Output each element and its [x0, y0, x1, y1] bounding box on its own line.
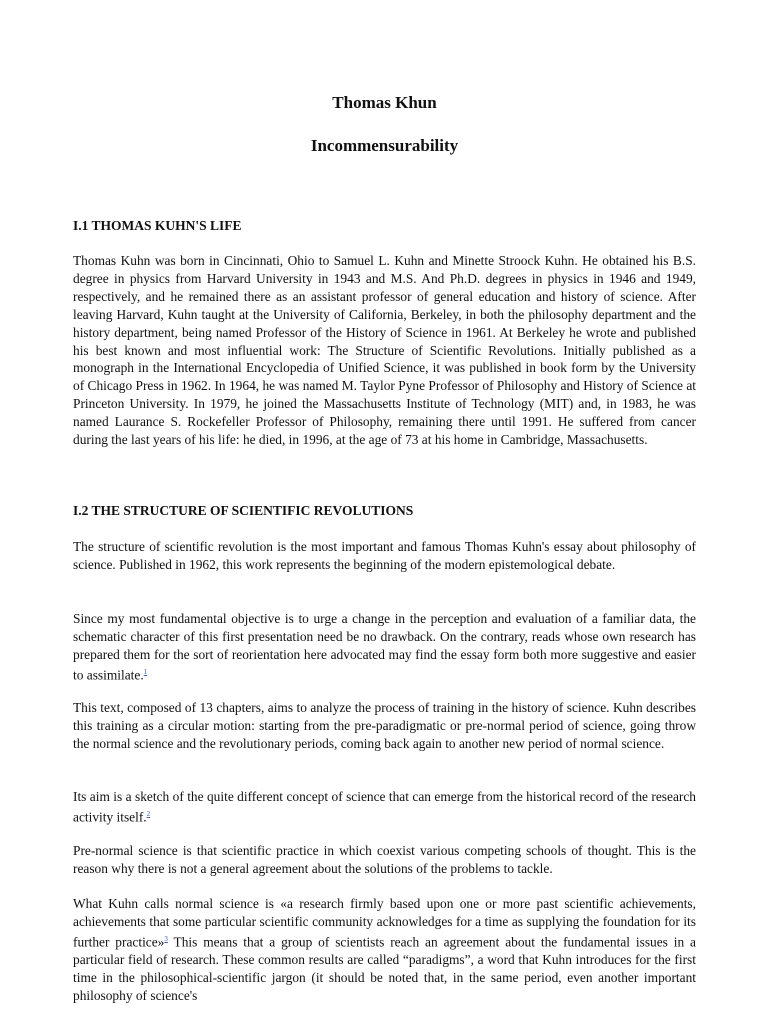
paragraph-pre-normal: Pre-normal science is that scientific practice in which coexist various competing schools of thought. This is the reason why there is not a general agreement about the solutions of the problems to tackle.	[73, 843, 696, 876]
paragraph-normal-science-text: What Kuhn calls normal science is «a research firmly based upon one or more past scientific achievements, achievements that some particular scientific community acknowledges for a time as supplying the foundation for its further practice»	[73, 896, 696, 950]
section-heading-structure: I.2 THE STRUCTURE OF SCIENTIFIC REVOLUTIONS	[73, 503, 414, 518]
section-heading-kuhn-life: I.1 THOMAS KUHN'S LIFE	[73, 218, 242, 233]
paragraph-normal-science	[73, 895, 696, 1005]
document-subtitle: Incommensurability	[310, 136, 459, 155]
footnote-link-3[interactable]: 3	[164, 934, 168, 943]
paragraph-aim-text: Its aim is a sketch of the quite different concept of science that can emerge from the historical record of the research activity itself.	[73, 789, 696, 825]
paragraph-kuhn-life: Thomas Kuhn was born in Cincinnati, Ohio to Samuel L. Kuhn and Minette Stroock Kuhn. He obtained his B.S. degree in physics from Harvard University in 1943 and M.S. And Ph.D. degrees in physics in 1946 and 1949, respectively, and he remained there as an assistant professor of general education and history of science. After leaving Harvard, Kuhn taught at the University of California, Berkeley, in both the philosophy department and the history department, being named Professor of the History of Science in 1961. At Berkeley he wrote and published his best known and most influential work: The Structure of Scientific Revolutions. Initially published as a monograph in the International Encyclopedia of Unified Science, it was published in book form by the University of Chicago Press in 1962. In 1964, he was named M. Taylor Pyne Professor of Philosophy and History of Science at Princeton University. In 1979, he joined the Massachusetts Institute of Technology (MIT) and, in 1983, he was named Laurance S. Rockefeller Professor of Philosophy, remaining there until 1991. He suffered from cancer during the last years of his life: he died, in 1996, at the age of 73 at his home in Cambridge, Massachusetts.	[73, 253, 696, 448]
paragraph-aim	[73, 788, 696, 826]
paragraph-kuhn-quote	[73, 610, 696, 684]
paragraph-chapters: This text, composed of 13 chapters, aims to analyze the process of training in the history of science. Kuhn describes this training as a circular motion: starting from the pre-paradigmatic or pre-normal period of science, going throw the normal science and the revolutionary periods, coming back again to another new period of normal science.	[73, 700, 696, 751]
footnote-link-1[interactable]: 1	[143, 667, 148, 676]
paragraph-kuhn-quote-text: Since my most fundamental objective is to urge a change in the perception and evaluation of a familiar data, the schematic character of this first presentation need be no drawback. On the contrary, reads whose own research has prepared them for the sort of reorientation here advocated may find the essay form both more suggestive and easier to assimilate.	[73, 611, 696, 683]
footnote-link-2[interactable]: 2	[146, 809, 151, 818]
paragraph-structure-intro: The structure of scientific revolution is the most important and famous Thomas Kuhn's essay about philosophy of science. Published in 1962, this work represents the beginning of the modern epistemological debate.	[73, 539, 696, 572]
document-title: Thomas Khun	[332, 93, 437, 112]
paragraph-normal-science-text-cont: This means that a group of scientists reach an agreement about the fundamental issues in a particular field of research. These common results are called “paradigms”, a word that Kuhn introduces for the first time in the philosophical-scientific jargon (it should be noted that, in the same period, even another important philosophy of science's	[73, 934, 696, 1003]
